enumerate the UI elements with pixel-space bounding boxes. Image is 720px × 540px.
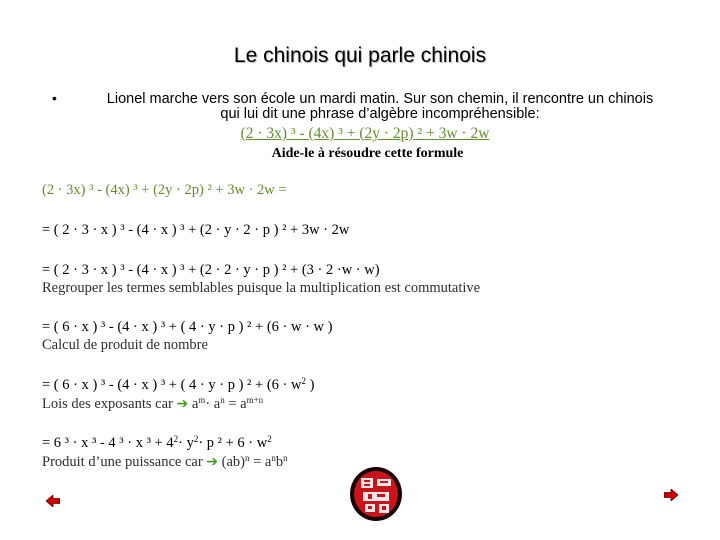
step-3-explanation: Calcul de produit de nombre	[42, 337, 208, 353]
chinese-formula: (2 · 3x) ³ - (4x) ³ + (2y · 2p) ² + 3w · 2w	[240, 125, 490, 142]
red-arrow-left-icon[interactable]	[46, 495, 60, 507]
step-5-part-b: · y	[178, 435, 194, 451]
intro-line-1: Lionel marche vers son école un mardi matin. Sur son chemin, il rencontre un chinois	[106, 91, 654, 107]
rule-result: = a	[224, 396, 247, 412]
power-rule-a: = a	[249, 454, 272, 470]
step-4-explanation	[42, 395, 263, 413]
green-arrow-right-icon: ➔	[176, 397, 189, 412]
step-2-formula: = ( 2 · 3 · x ) ³ - (4 · x ) ³ + (2 · 2 · y · p ) ² + (3 · 2 ·w · w)	[42, 262, 380, 278]
intro-line-2: qui lui dit une phrase d’algèbre incompréhensible:	[220, 106, 540, 122]
step-1-formula: = ( 2 · 3 · x ) ³ - (4 · x ) ³ + (2 · y · 2 · p ) ² + 3w · 2w	[42, 222, 350, 238]
step-0-formula: (2 · 3x) ³ - (4x) ³ + (2y · 2p) ² + 3w · 2w =	[42, 182, 287, 198]
chinese-character-seal-icon	[349, 466, 403, 522]
rule-b-exp: n	[220, 395, 225, 405]
power-rule-b: b	[275, 454, 284, 470]
step-5-formula	[42, 434, 272, 452]
green-arrow-right-icon: ➔	[206, 455, 219, 470]
power-rule-a-exp: n	[271, 453, 276, 463]
page-title: Le chinois qui parle chinois	[233, 44, 487, 67]
step-5-explanation	[42, 453, 288, 471]
step-5-exp-1: 2	[173, 434, 179, 444]
power-rule-left: (ab)	[218, 454, 245, 470]
power-rule-b-exp: n	[283, 453, 288, 463]
step-5-exp-3: 2	[267, 434, 272, 444]
rule-result-exp: m+n	[246, 395, 264, 405]
step-4-exponent: 2	[301, 376, 306, 386]
red-arrow-right-icon[interactable]	[664, 489, 678, 501]
power-rule-left-exp: n	[245, 453, 250, 463]
step-4-main: = ( 6 · x ) ³ - (4 · x ) ³ + ( 4 · y · p ) ² + (6 · w	[42, 377, 302, 393]
step-5-part-c: · p ² + 6 · w	[198, 435, 268, 451]
step-4-expl-text: Lois des exposants car	[42, 396, 177, 412]
step-5-expl-text: Produit d’une puissance car	[42, 454, 207, 470]
step-3-formula: = ( 6 · x ) ³ - (4 · x ) ³ + ( 4 · y · p ) ² + (6 · w · w )	[42, 319, 333, 335]
step-4-formula	[42, 376, 314, 394]
step-2-explanation: Regrouper les termes semblables puisque la multiplication est commutative	[42, 280, 481, 296]
intro-paragraph	[70, 92, 690, 122]
help-instruction: Aide-le à résoudre cette formule	[271, 146, 464, 161]
rule-b: · a	[205, 396, 221, 412]
step-4-end: )	[305, 377, 315, 393]
step-5-part-a: = 6 ³ · x ³ - 4 ³ · x ³ + 4	[42, 435, 174, 451]
rule-a: a	[188, 396, 199, 412]
bullet-marker: •	[52, 90, 57, 106]
step-5-exp-2: 2	[193, 434, 199, 444]
rule-a-exp: m	[198, 395, 206, 405]
